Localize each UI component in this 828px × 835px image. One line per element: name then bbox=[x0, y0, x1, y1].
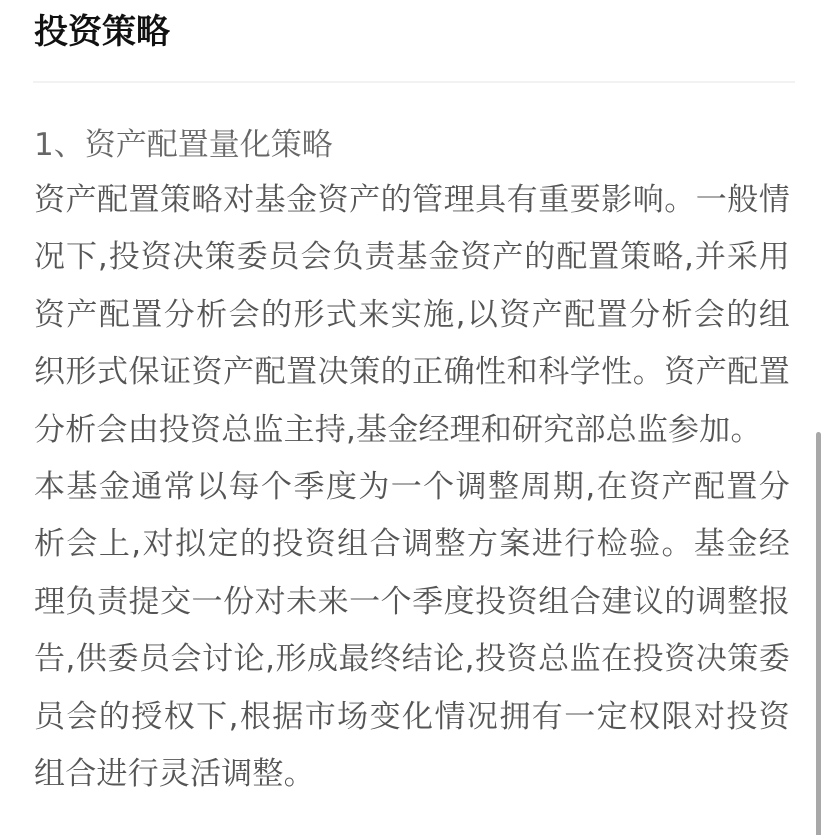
paragraph-asset-allocation: 资产配置策略对基金资产的管理具有重要影响。一般情况下,投资决策委员会负责基金资产的配置策略,并采用资产配置分析会的形式来实施,以资产配置分析会的组织形式保证资产配置决策的正确性和科学性。资产配置分析会由投资总监主持,基金经理和研究部总监参加。 bbox=[34, 182, 790, 448]
title-divider bbox=[33, 81, 795, 83]
page-title: 投资策略 bbox=[34, 12, 170, 52]
paragraph-adjustment-cycle: 本基金通常以每个季度为一个调整周期,在资产配置分析会上,对拟定的投资组合调整方案进行检验。基金经理负责提交一份对未来一个季度投资组合建议的调整报告,供委员会讨论,形成最终结论,投资总监在投资决策委员会的授权下,根据市场变化情况拥有一定权限对投资组合进行灵活调整。 bbox=[34, 469, 790, 793]
article-content bbox=[34, 118, 790, 803]
vertical-scrollbar[interactable] bbox=[816, 432, 821, 835]
section-heading: 1、资产配置量化策略 bbox=[34, 127, 333, 163]
